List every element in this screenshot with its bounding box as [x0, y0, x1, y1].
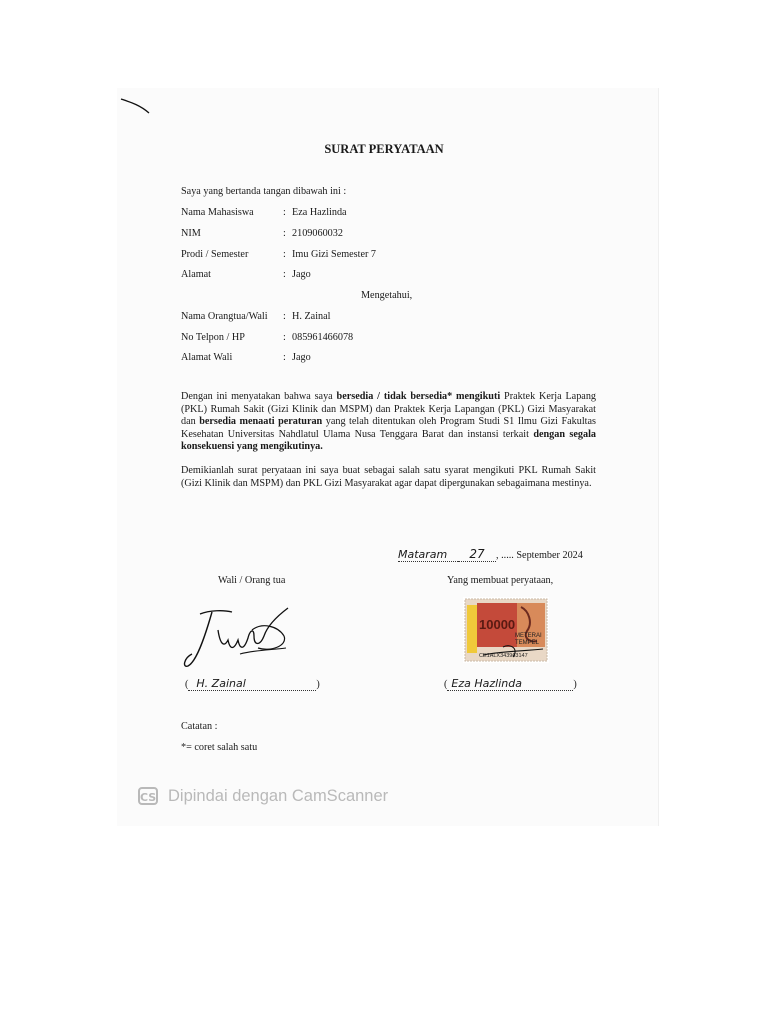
- intro-line: Saya yang bertanda tangan dibawah ini :: [181, 186, 347, 197]
- guardian-name-value: H. Zainal: [292, 311, 331, 322]
- mengetahui-label: Mengetahui,: [361, 290, 413, 301]
- guardian-address-value: Jago: [292, 352, 311, 363]
- stamp-value: 10000: [479, 617, 516, 632]
- document-page: [117, 88, 659, 826]
- statement-text: Dengan ini menyatakan bahwa saya: [181, 391, 337, 402]
- statement-bold-text: bersedia / tidak bersedia* mengikuti: [336, 391, 501, 402]
- notes-heading: Catatan :: [181, 721, 218, 732]
- close-paren: ): [316, 679, 320, 690]
- prodi-label: Prodi / Semester: [181, 249, 249, 260]
- camscanner-logo: CS: [138, 787, 158, 805]
- place-date-line: [398, 548, 583, 562]
- student-handwritten-name: Eza Hazlinda: [447, 677, 573, 691]
- student-name-line: [444, 677, 577, 691]
- student-name-value: Eza Hazlinda: [292, 207, 347, 218]
- prodi-value: Imu Gizi Semester 7: [292, 249, 377, 260]
- student-name-label: Nama Mahasiswa: [181, 207, 254, 218]
- guardian-handwritten-name: H. Zainal: [188, 677, 316, 691]
- colon: :: [283, 228, 286, 239]
- camscanner-watermark: Dipindai dengan CamScanner: [168, 787, 389, 805]
- colon: :: [283, 249, 286, 260]
- open-paren: (: [185, 679, 189, 690]
- closing-paragraph: Demikianlah surat peryataan ini saya buat sebagai salah satu syarat mengikuti PKL Rumah Sakit (Gizi Klinik dan MSPM) dan PKL Gizi Masyarakat agar dapat dipergunakan sebagaimana mestinya.: [181, 465, 596, 489]
- guardian-name-line: [185, 677, 320, 691]
- document-title: SURAT PERYATAAN: [324, 142, 444, 156]
- stamp-serial: CE1ALX343963147: [479, 653, 528, 659]
- nim-label: NIM: [181, 228, 201, 239]
- stamp-label-2: TEMPEL: [515, 640, 540, 646]
- alamat-value: Jago: [292, 269, 311, 280]
- alamat-label: Alamat: [181, 269, 211, 280]
- printed-date: , ..... September 2024: [496, 550, 583, 561]
- colon: :: [283, 332, 286, 343]
- colon: :: [283, 269, 286, 280]
- colon: :: [283, 207, 286, 218]
- statement-text: yang telah ditentukan oleh Program Studi S1 Ilmu Gizi Fakultas Kesehatan Universitas Nahdlatul Ulama Nusa Tenggara Barat dan instansi terkait: [181, 416, 597, 440]
- corner-pen-mark: [120, 96, 152, 116]
- guardian-address-label: Alamat Wali: [181, 352, 233, 363]
- close-paren: ): [573, 679, 577, 690]
- handwritten-day: 27: [458, 548, 496, 562]
- notes-item: *= coret salah satu: [181, 742, 258, 753]
- colon: :: [283, 311, 286, 322]
- left-sign-heading: Wali / Orang tua: [218, 575, 286, 586]
- guardian-phone-label: No Telpon / HP: [181, 332, 245, 343]
- guardian-phone-value: 085961466078: [292, 332, 354, 343]
- statement-bold-text: bersedia menaati peraturan: [199, 416, 323, 428]
- statement-bold-text: dengan segala konsekuensi yang mengikutinya.: [181, 428, 596, 453]
- handwritten-place: Mataram: [398, 548, 458, 562]
- statement-text: Praktek Kerja Lapang (PKL) Rumah Sakit (Gizi Klinik dan MSPM) dan Praktek Kerja Lapangan (PKL) Gizi Masyarakat dan: [181, 391, 597, 428]
- statement-paragraph: [181, 391, 596, 454]
- colon: :: [283, 352, 286, 363]
- nim-value: 2109060032: [292, 228, 343, 239]
- open-paren: (: [444, 679, 448, 690]
- guardian-name-label: Nama Orangtua/Wali: [181, 311, 268, 322]
- guardian-signature: [180, 600, 295, 675]
- right-sign-heading: Yang membuat peryataan,: [447, 575, 554, 586]
- meterai-stamp: [463, 597, 549, 663]
- stamp-label-1: METERAI: [515, 633, 542, 639]
